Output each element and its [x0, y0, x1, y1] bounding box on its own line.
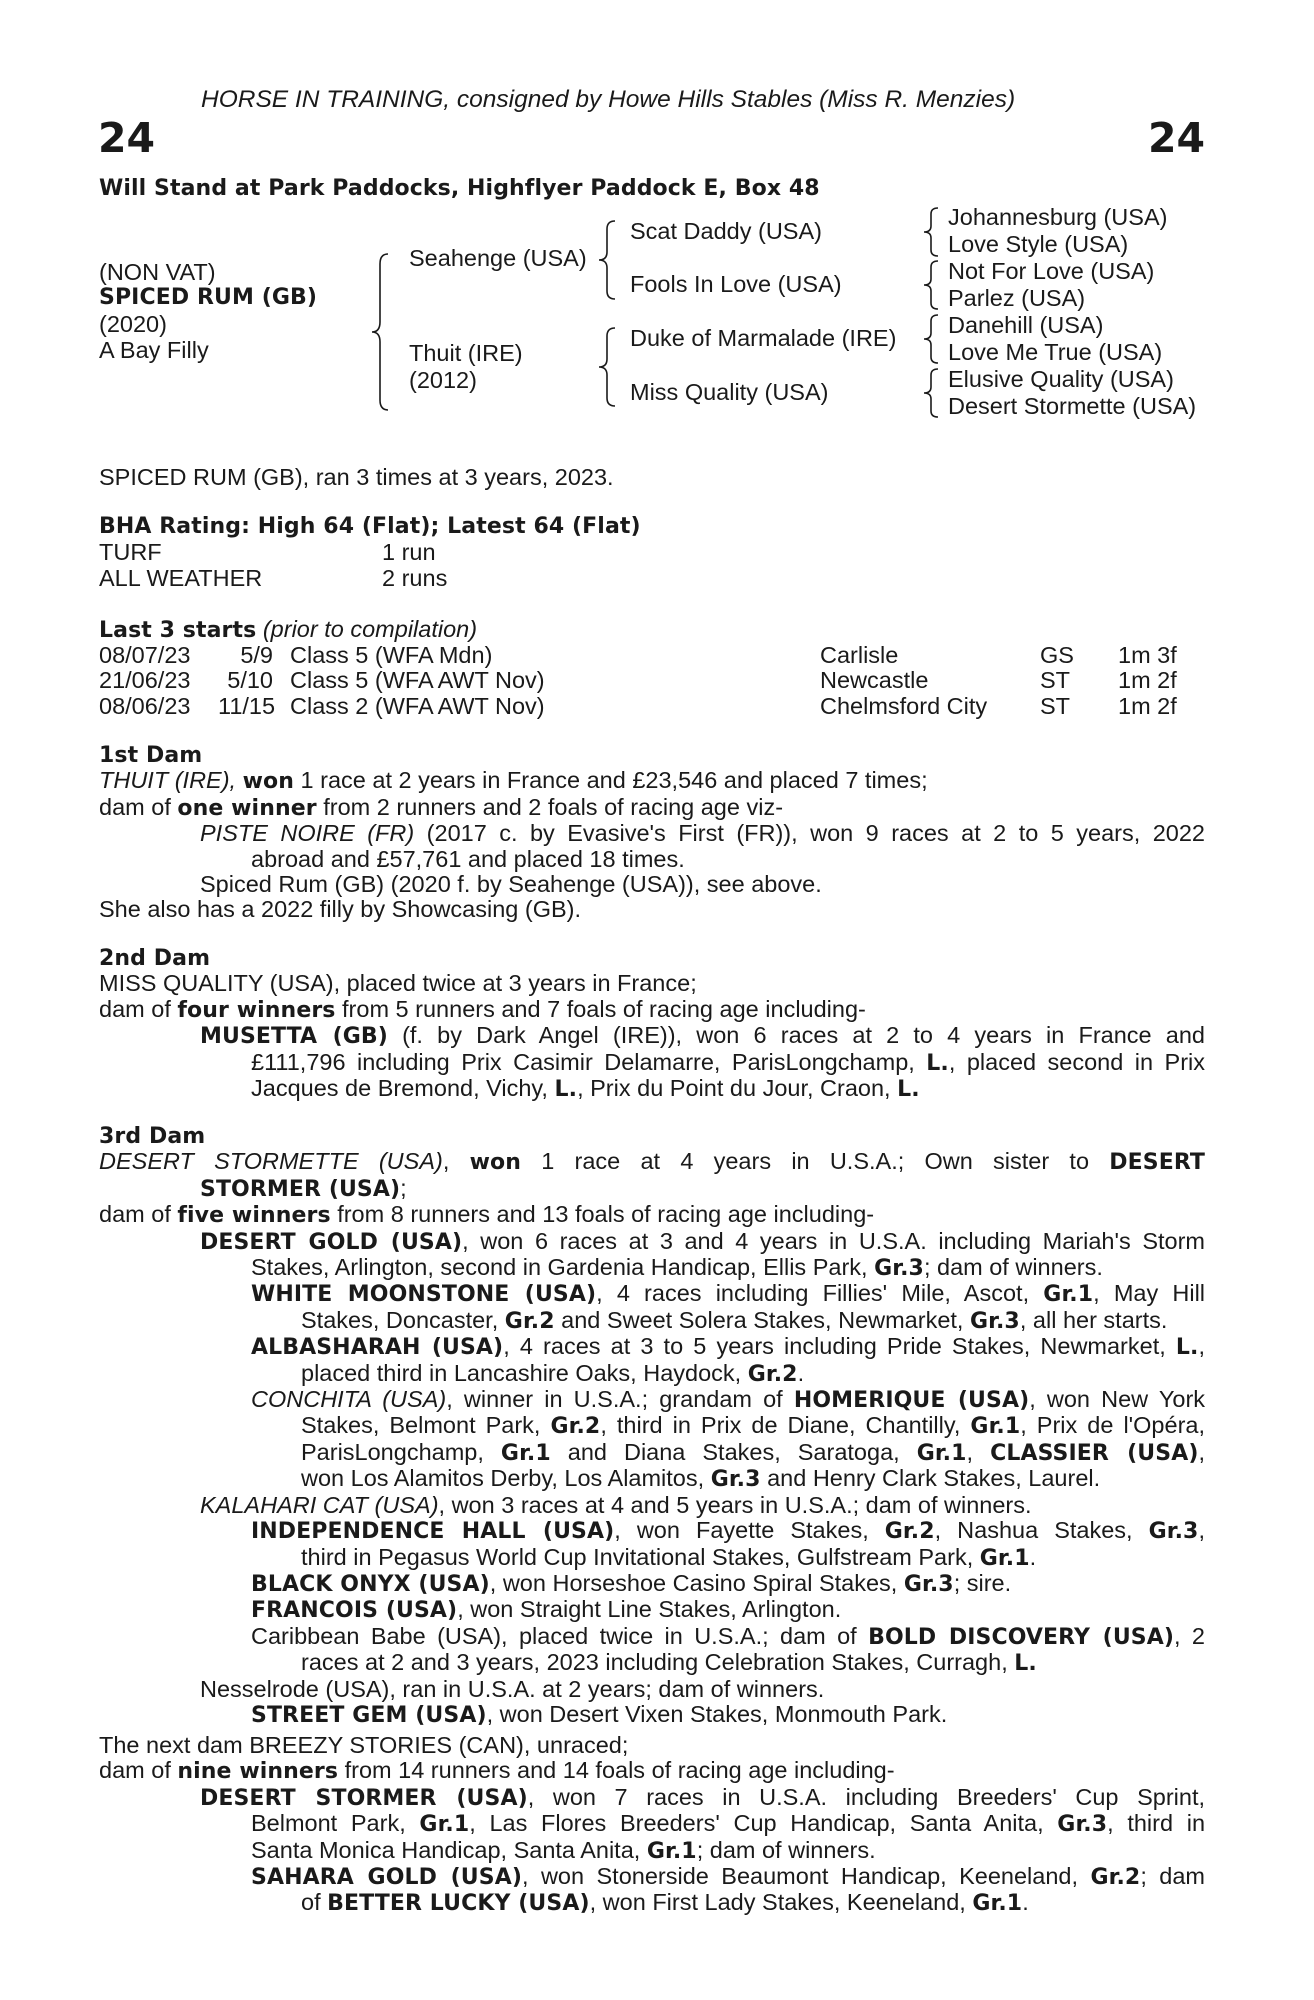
text: from 8 runners and 13 foals of racing age including-	[337, 1201, 875, 1228]
text: and Henry Clark Stakes, Laurel.	[767, 1465, 1101, 1492]
g-brace-1	[921, 206, 943, 258]
text: , won Desert Vixen Stakes, Monmouth Park.	[486, 1700, 948, 1727]
text: ,	[1198, 1333, 1205, 1360]
next-dam-section	[99, 1733, 1205, 1917]
all-weather-runs: 2 runs	[382, 565, 448, 591]
next-dam-line	[99, 1890, 1205, 1916]
start-going: ST	[1040, 692, 1071, 719]
produce-name: CLASSIER (USA)	[990, 1440, 1199, 1466]
sire-line-brace	[597, 219, 621, 301]
last-starts-title: Last 3 starts	[99, 618, 257, 643]
dam-year: (2012)	[409, 367, 477, 393]
next-dam-line	[99, 1758, 1205, 1784]
text: Belmont Park,	[251, 1810, 406, 1837]
first-dam-line	[99, 821, 1205, 846]
dam-name: THUIT (IRE),	[99, 767, 237, 794]
text: placed third in Lancashire Oaks, Haydock,	[301, 1359, 742, 1386]
first-dam-line: Spiced Rum (GB) (2020 f. by Seahenge (USA)), see above.	[200, 871, 822, 898]
text: (2017 c. by Evasive's First (FR)), won 9 races at 2 to 5 years, 2022	[426, 820, 1205, 847]
text: ParisLongchamp,	[301, 1438, 484, 1465]
text: ; dam of winners.	[696, 1836, 876, 1863]
third-dam-line	[99, 1255, 1205, 1281]
start-course: Carlisle	[820, 642, 899, 668]
text: won Los Alamitos Derby, Los Alamitos,	[301, 1465, 705, 1492]
grade: Gr.3	[1148, 1519, 1199, 1545]
produce-name: HOMERIQUE (USA)	[793, 1388, 1030, 1414]
race-summary: SPICED RUM (GB), ran 3 times at 3 years, 2023.	[99, 464, 614, 490]
text: from 5 runners and 7 foals of racing age including-	[342, 995, 866, 1022]
produce-name: KALAHARI CAT (USA)	[200, 1491, 439, 1518]
produce-name: SAHARA GOLD (USA)	[251, 1865, 522, 1891]
third-dam-line	[99, 1440, 1205, 1466]
first-dam-line	[99, 768, 1205, 794]
text: ; dam	[1140, 1863, 1205, 1890]
third-dam-line	[99, 1650, 1205, 1676]
grade: Gr.1	[1043, 1282, 1094, 1308]
second-dam-heading: 2nd Dam	[99, 946, 211, 971]
grade: Gr.1	[916, 1440, 967, 1466]
g-brace-4	[921, 367, 943, 419]
third-dam-line	[99, 1149, 1205, 1175]
vat-status: (NON VAT)	[99, 259, 216, 285]
last-starts-heading	[99, 617, 477, 643]
text: dam of	[99, 793, 171, 820]
grade: Gr.3	[970, 1308, 1020, 1334]
grade: Gr.1	[646, 1838, 697, 1864]
lot-number-left: 24	[98, 114, 156, 162]
start-race: Class 5 (WFA Mdn)	[290, 642, 493, 668]
start-pos: 11/15	[218, 692, 276, 719]
grade: Gr.1	[970, 1414, 1021, 1440]
third-dam-line	[99, 1334, 1205, 1360]
third-dam-line	[99, 1202, 1205, 1228]
turf-runs: 1 run	[382, 539, 436, 565]
text: 1 race at 4 years in U.S.A.; Own sister to	[541, 1148, 1090, 1175]
text: .	[1029, 1543, 1037, 1570]
sire-dam: Fools In Love (USA)	[630, 271, 842, 297]
second-dam-line	[99, 997, 1205, 1023]
start-race: Class 2 (WFA AWT Nov)	[290, 692, 545, 719]
text: 1 race at 2 years in France and £23,546 and placed 7 times;	[300, 767, 928, 794]
grade: Gr.3	[903, 1571, 954, 1597]
text: , Prix du Point du Jour, Craon,	[577, 1075, 891, 1102]
text: ,	[1198, 1438, 1206, 1465]
start-date: 08/06/23	[99, 692, 191, 719]
ancestor-3: Not For Love (USA)	[948, 258, 1155, 284]
text: Stakes, Belmont Park,	[301, 1412, 541, 1439]
text: dam of	[99, 1757, 171, 1784]
start-date: 08/07/23	[99, 642, 191, 668]
text: , won Stonerside Beaumont Handicap, Keeneland,	[522, 1863, 1079, 1890]
start-going: ST	[1040, 667, 1071, 694]
third-dam-heading: 3rd Dam	[99, 1124, 206, 1149]
text: Stakes, Doncaster,	[301, 1306, 499, 1333]
produce-name: PISTE NOIRE (FR)	[200, 820, 415, 847]
bold-text: five winners	[177, 1203, 331, 1229]
sire-dam-brace	[370, 252, 394, 412]
third-dam-line	[99, 1308, 1205, 1334]
text: , Las Flores Breeders' Cup Handicap, Santa Anita,	[469, 1810, 1044, 1837]
text: Jacques de Bremond, Vichy,	[251, 1075, 548, 1102]
bold-text: nine winners	[177, 1759, 339, 1785]
third-dam-line	[99, 1229, 1205, 1255]
lot-number-right: 24	[1148, 114, 1206, 162]
first-dam-line: She also has a 2022 filly by Showcasing (GB).	[99, 896, 582, 923]
text: , won Straight Line Stakes, Arlington.	[457, 1596, 842, 1623]
all-weather-label: ALL WEATHER	[99, 565, 263, 591]
text: .	[1022, 1889, 1029, 1916]
text: and Sweet Solera Stakes, Newmarket,	[561, 1306, 964, 1333]
first-dam-line: abroad and £57,761 and placed 18 times.	[251, 845, 685, 872]
dam-sire: Duke of Marmalade (IRE)	[630, 325, 897, 351]
g-brace-2	[921, 259, 943, 311]
produce-name: FRANCOIS (USA)	[251, 1598, 458, 1624]
grade: L.	[1175, 1335, 1199, 1361]
third-dam-line	[99, 1176, 1205, 1202]
grade: Gr.3	[874, 1256, 924, 1282]
last-starts-note: (prior to compilation)	[262, 616, 478, 642]
grade: Gr.1	[500, 1440, 551, 1466]
grade: Gr.2	[504, 1308, 555, 1334]
next-dam-line	[99, 1785, 1205, 1811]
produce-name: INDEPENDENCE HALL (USA)	[251, 1519, 615, 1545]
bold-text: DESERT	[1109, 1150, 1205, 1176]
next-dam-line	[99, 1811, 1205, 1837]
text: from 2 runners and 2 foals of racing age viz-	[323, 793, 784, 820]
grade: Gr.3	[1057, 1812, 1108, 1838]
dam-name: DESERT STORMETTE (USA)	[99, 1148, 443, 1175]
text: , won 6 races at 3 and 4 years in U.S.A. including Mariah's Storm	[462, 1227, 1205, 1254]
grade: L.	[926, 1050, 949, 1076]
produce-name: STREET GEM (USA)	[251, 1702, 487, 1728]
text: ,	[966, 1438, 974, 1465]
ancestor-4: Parlez (USA)	[948, 285, 1086, 311]
grade: Gr.2	[747, 1361, 798, 1387]
second-dam-section	[99, 946, 1205, 1102]
start-pos: 5/9	[240, 642, 273, 668]
text: of	[301, 1889, 321, 1916]
first-dam-heading: 1st Dam	[99, 743, 203, 768]
text: , third in	[1107, 1810, 1206, 1837]
grade: L.	[1014, 1651, 1037, 1677]
text: .	[797, 1359, 805, 1386]
third-dam-line	[99, 1466, 1205, 1492]
text: , 4 races including Fillies' Mile, Ascot,	[596, 1280, 1030, 1307]
produce-name: ALBASHARAH (USA)	[251, 1335, 504, 1361]
produce-name: DESERT GOLD (USA)	[200, 1229, 463, 1255]
third-dam-section	[99, 1124, 1205, 1728]
text: ; sire.	[953, 1569, 1012, 1596]
start-dist: 1m 2f	[1118, 667, 1177, 694]
second-dam-line	[99, 1050, 1205, 1076]
text: Stakes, Arlington, second in Gardenia Handicap, Ellis Park,	[251, 1254, 868, 1281]
text: ,	[442, 1148, 450, 1175]
text: , won 3 races at 4 and 5 years in U.S.A.; dam of winners.	[438, 1491, 1032, 1518]
first-dam-line	[99, 795, 1205, 821]
start-dist: 1m 2f	[1118, 692, 1177, 719]
third-dam-line: Nesselrode (USA), ran in U.S.A. at 2 years; dam of winners.	[200, 1675, 825, 1702]
grade: Gr.2	[550, 1414, 601, 1440]
produce-name: DESERT STORMER (USA)	[200, 1785, 528, 1811]
sire-sire: Scat Daddy (USA)	[630, 218, 822, 244]
ancestor-8: Desert Stormette (USA)	[948, 393, 1197, 419]
start-race: Class 5 (WFA AWT Nov)	[290, 667, 545, 694]
text: , won 7 races in U.S.A. including Breeders' Cup Sprint,	[527, 1783, 1205, 1810]
grade: Gr.3	[710, 1467, 761, 1493]
next-dam-line	[99, 1838, 1205, 1864]
third-dam-line	[99, 1387, 1205, 1413]
third-dam-line	[99, 1518, 1205, 1544]
text: , third in Prix de Diane, Chantilly,	[600, 1412, 961, 1439]
bold-text: one winner	[177, 795, 317, 821]
text: , Nashua Stakes,	[934, 1517, 1133, 1544]
next-dam-line	[99, 1864, 1205, 1890]
text: , Prix de l'Opéra,	[1020, 1412, 1205, 1439]
second-dam-line	[99, 1023, 1205, 1049]
text: third in Pegasus World Cup Invitational Stakes, Gulfstream Park,	[301, 1543, 974, 1570]
sire: Seahenge (USA)	[409, 245, 587, 271]
text: , won New York	[1029, 1386, 1206, 1413]
third-dam-line	[99, 1413, 1205, 1439]
start-date: 21/06/23	[99, 667, 191, 694]
ancestor-6: Love Me True (USA)	[948, 339, 1163, 365]
text: from 14 runners and 14 foals of racing age including-	[344, 1757, 895, 1784]
text: , placed second in Prix	[948, 1048, 1205, 1075]
horse-description: A Bay Filly	[99, 337, 209, 363]
bha-rating: BHA Rating: High 64 (Flat); Latest 64 (Flat)	[99, 514, 641, 539]
turf-label: TURF	[99, 539, 162, 565]
text: , won First Lady Stakes, Keeneland,	[589, 1889, 966, 1916]
third-dam-line	[99, 1702, 1205, 1728]
start-going: GS	[1040, 642, 1074, 668]
grade: Gr.2	[1090, 1865, 1141, 1891]
third-dam-line	[99, 1281, 1205, 1307]
third-dam-line	[99, 1545, 1205, 1571]
text: dam of	[99, 995, 171, 1022]
text: Caribbean Babe (USA), placed twice in U.S.A.; dam of	[251, 1622, 857, 1649]
start-course: Newcastle	[820, 667, 929, 694]
produce-name: BETTER LUCKY (USA)	[327, 1891, 590, 1917]
text: , won Fayette Stakes,	[614, 1517, 869, 1544]
text: , won Horseshoe Casino Spiral Stakes,	[489, 1569, 898, 1596]
text: ; dam of winners.	[923, 1254, 1103, 1281]
consignment-line: HORSE IN TRAINING, consigned by Howe Hills Stables (Miss R. Menzies)	[201, 86, 1016, 113]
third-dam-line	[99, 1624, 1205, 1650]
produce-name: CONCHITA (USA)	[251, 1386, 447, 1413]
grade: Gr.1	[419, 1812, 470, 1838]
text: ;	[400, 1174, 407, 1201]
produce-name: BLACK ONYX (USA)	[251, 1571, 490, 1597]
text: ,	[1198, 1517, 1205, 1544]
text: , May Hill	[1093, 1280, 1206, 1307]
dam: Thuit (IRE)	[409, 340, 523, 366]
text: , 4 races at 3 to 5 years including Pride Stakes, Newmarket,	[503, 1333, 1166, 1360]
text: , winner in U.S.A.; grandam of	[446, 1386, 783, 1413]
bold-text: won	[469, 1150, 521, 1176]
grade: L.	[554, 1077, 578, 1103]
produce-name: WHITE MOONSTONE (USA)	[251, 1282, 597, 1308]
next-dam-line: The next dam BREEZY STORIES (CAN), unraced;	[99, 1732, 629, 1758]
horse-year: (2020)	[99, 311, 167, 337]
third-dam-line	[99, 1361, 1205, 1387]
bold-text: STORMER (USA)	[200, 1176, 401, 1202]
stand-location: Will Stand at Park Paddocks, Highflyer Paddock E, Box 48	[99, 176, 820, 201]
third-dam-line	[99, 1493, 1205, 1518]
dam-dam: Miss Quality (USA)	[630, 379, 829, 405]
text: , 2	[1174, 1622, 1205, 1649]
text: and Diana Stakes, Saratoga,	[567, 1438, 900, 1465]
dam-line-brace	[597, 326, 621, 408]
grade: Gr.1	[972, 1891, 1023, 1917]
text: £111,796 including Prix Casimir Delamarre, ParisLongchamp,	[251, 1048, 915, 1075]
text: dam of	[99, 1201, 171, 1228]
ancestor-1: Johannesburg (USA)	[948, 204, 1168, 230]
text: (f. by Dark Angel (IRE)), won 6 races at 2 to 4 years in France and	[402, 1022, 1206, 1049]
bold-text: won	[242, 769, 295, 795]
text: Santa Monica Handicap, Santa Anita,	[251, 1836, 641, 1863]
grade: L.	[897, 1077, 920, 1103]
second-dam-line	[99, 1076, 1205, 1102]
start-pos: 5/10	[227, 667, 273, 694]
first-dam-section	[99, 743, 1205, 923]
grade: Gr.2	[884, 1519, 935, 1545]
text: , all her starts.	[1019, 1306, 1168, 1333]
ancestor-7: Elusive Quality (USA)	[948, 366, 1174, 392]
ancestor-2: Love Style (USA)	[948, 231, 1129, 257]
g-brace-3	[921, 313, 943, 365]
produce-name: BOLD DISCOVERY (USA)	[868, 1624, 1175, 1650]
grade: Gr.1	[979, 1545, 1030, 1571]
second-dam-line: MISS QUALITY (USA), placed twice at 3 years in France;	[99, 970, 697, 997]
horse-name: SPICED RUM (GB)	[99, 285, 318, 310]
start-course: Chelmsford City	[820, 692, 988, 719]
bold-text: four winners	[177, 997, 336, 1023]
produce-name: MUSETTA (GB)	[200, 1024, 388, 1050]
text: races at 2 and 3 years, 2023 including Celebration Stakes, Curragh,	[301, 1649, 1008, 1676]
start-dist: 1m 3f	[1118, 642, 1177, 668]
ancestor-5: Danehill (USA)	[948, 312, 1104, 338]
third-dam-line	[99, 1597, 1205, 1623]
third-dam-line	[99, 1571, 1205, 1597]
